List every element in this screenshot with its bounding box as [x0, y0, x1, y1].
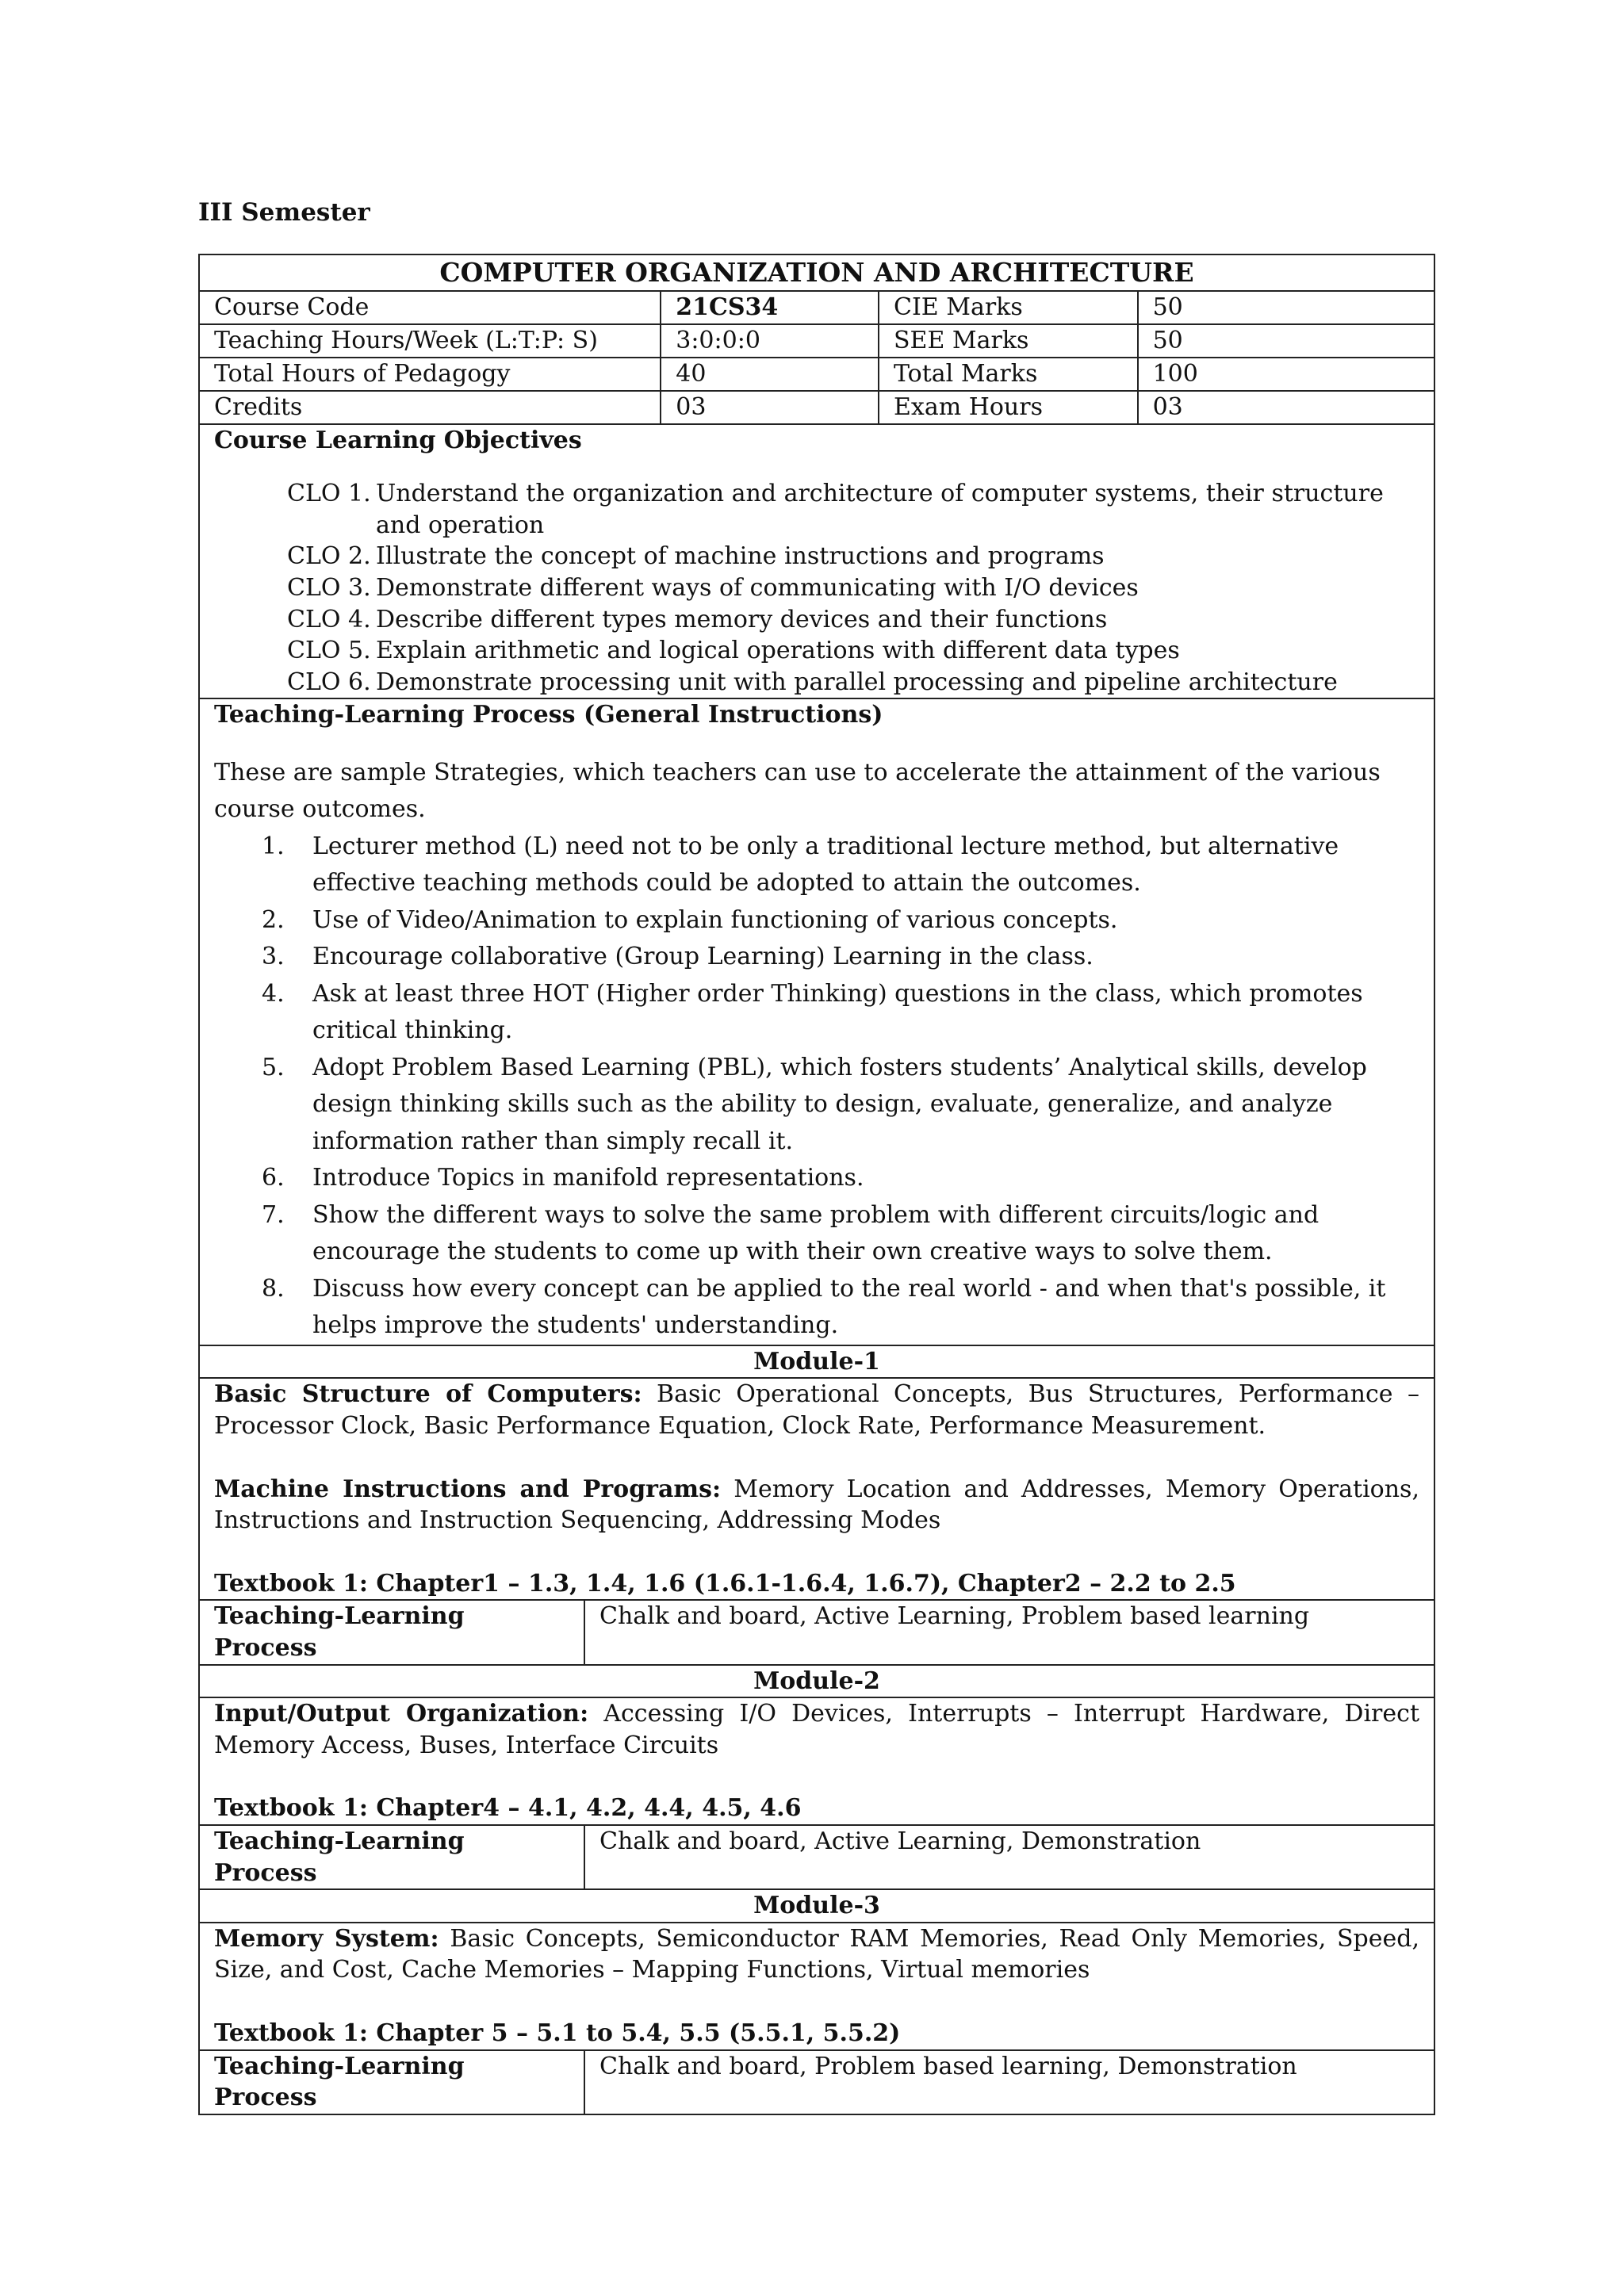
module-2-heading: Module-2	[199, 1665, 1434, 1698]
objectives-section	[199, 424, 1434, 699]
list-item: CLO 3. Demonstrate different ways of communicating with I/O devices	[287, 573, 1139, 602]
module-3-tl-label: Teaching-Learning Process	[200, 2051, 584, 2114]
module-paragraph: Memory System: Basic Concepts, Semiconductor RAM Memories, Read Only Memories, Speed, Size, and Cost, Cache Memories – Mapping Functions, Virtual memories	[214, 1924, 1419, 1984]
module-2-tl-label: Teaching-Learning Process	[200, 1826, 584, 1888]
objectives-heading: Course Learning Objectives	[214, 426, 582, 454]
list-item: CLO 2. Illustrate the concept of machine instructions and programs	[287, 542, 1105, 571]
module-1-tl-value: Chalk and board, Active Learning, Problem based learning	[599, 1602, 1310, 1631]
module-3-textbook: Textbook 1: Chapter 5 – 5.1 to 5.4, 5.5 (5.5.1, 5.5.2)	[214, 2019, 901, 2047]
list-item: CLO 6. Demonstrate processing unit with parallel processing and pipeline architecture	[287, 668, 1338, 696]
module-1-tl-label: Teaching-Learning Process	[200, 1601, 584, 1663]
module-2-textbook: Textbook 1: Chapter4 – 4.1, 4.2, 4.4, 4.5, 4.6	[214, 1794, 802, 1823]
tlp-heading: Teaching-Learning Process (General Instructions)	[214, 701, 883, 729]
list-item: CLO 5. Explain arithmetic and logical operations with different data types	[287, 637, 1180, 665]
list-item: 7. Show the different ways to solve the same problem with different circuits/logic and encourage the students to come up with their own creative ways to solve them.	[262, 1200, 1320, 1266]
list-item: 5. Adopt Problem Based Learning (PBL), which fosters students’ Analytical skills, develop design thinking skills such as the ability to design, evaluate, generalize, and analyze information rather than simply recall it.	[262, 1053, 1367, 1155]
list-item: 2. Use of Video/Animation to explain functioning of various concepts.	[262, 905, 1118, 934]
tlp-list	[262, 828, 1419, 1345]
module-1-content	[199, 1378, 1434, 1600]
module-3-content	[199, 1923, 1434, 2050]
module-paragraph: Basic Structure of Computers: Basic Operational Concepts, Bus Structures, Performance – Processor Clock, Basic Performance Equation, Clock Rate, Performance Measurement.	[214, 1380, 1419, 1441]
list-item: 1. Lecturer method (L) need not to be only a traditional lecture method, but alternative effective teaching methods could be adopted to attain the outcomes.	[262, 832, 1339, 897]
info-row-course-code: Course Code 21CS34 CIE Marks 50	[199, 291, 1434, 324]
list-item: 6. Introduce Topics in manifold representations.	[262, 1164, 864, 1192]
module-paragraph: Input/Output Organization: Accessing I/O Devices, Interrupts – Interrupt Hardware, Direct Memory Access, Buses, Interface Circuits	[214, 1700, 1419, 1759]
module-3-heading: Module-3	[199, 1889, 1434, 1923]
module-1-heading: Module-1	[199, 1345, 1434, 1379]
info-row-credits: Credits 03 Exam Hours 03	[199, 391, 1434, 424]
module-2-tl-value: Chalk and board, Active Learning, Demonstration	[599, 1827, 1201, 1856]
clo-list	[287, 478, 1419, 698]
module-3-tl-value: Chalk and board, Problem based learning, Demonstration	[599, 2052, 1297, 2080]
list-item: CLO 1. Understand the organization and architecture of computer systems, their structure and operation	[287, 480, 1384, 539]
list-item: 8. Discuss how every concept can be applied to the real world - and when that's possible, it helps improve the students' understanding.	[262, 1274, 1386, 1340]
module-1-textbook: Textbook 1: Chapter1 – 1.3, 1.4, 1.6 (1.6.1-1.6.4, 1.6.7), Chapter2 – 2.2 to 2.5	[214, 1569, 1236, 1598]
list-item: 4. Ask at least three HOT (Higher order Thinking) questions in the class, which promotes critical thinking.	[262, 979, 1363, 1045]
module-2-content	[199, 1697, 1434, 1825]
info-row-teaching-hours: Teaching Hours/Week (L:T:P: S) 3:0:0:0 SEE Marks 50	[199, 324, 1434, 358]
teaching-learning-section	[199, 698, 1434, 1345]
semester-heading: III Semester	[198, 198, 370, 227]
course-title: COMPUTER ORGANIZATION AND ARCHITECTURE	[199, 254, 1434, 291]
module-paragraph: Machine Instructions and Programs: Memory Location and Addresses, Memory Operations, Instructions and Instruction Sequencing, Addressing Modes	[214, 1475, 1419, 1535]
info-row-total-hours: Total Hours of Pedagogy 40 Total Marks 100	[199, 358, 1434, 391]
tlp-intro: These are sample Strategies, which teachers can use to accelerate the attainment of the various course outcomes.	[214, 758, 1381, 824]
course-table	[198, 254, 1435, 2115]
list-item: CLO 4. Describe different types memory devices and their functions	[287, 605, 1108, 633]
list-item: 3. Encourage collaborative (Group Learning) Learning in the class.	[262, 943, 1094, 971]
